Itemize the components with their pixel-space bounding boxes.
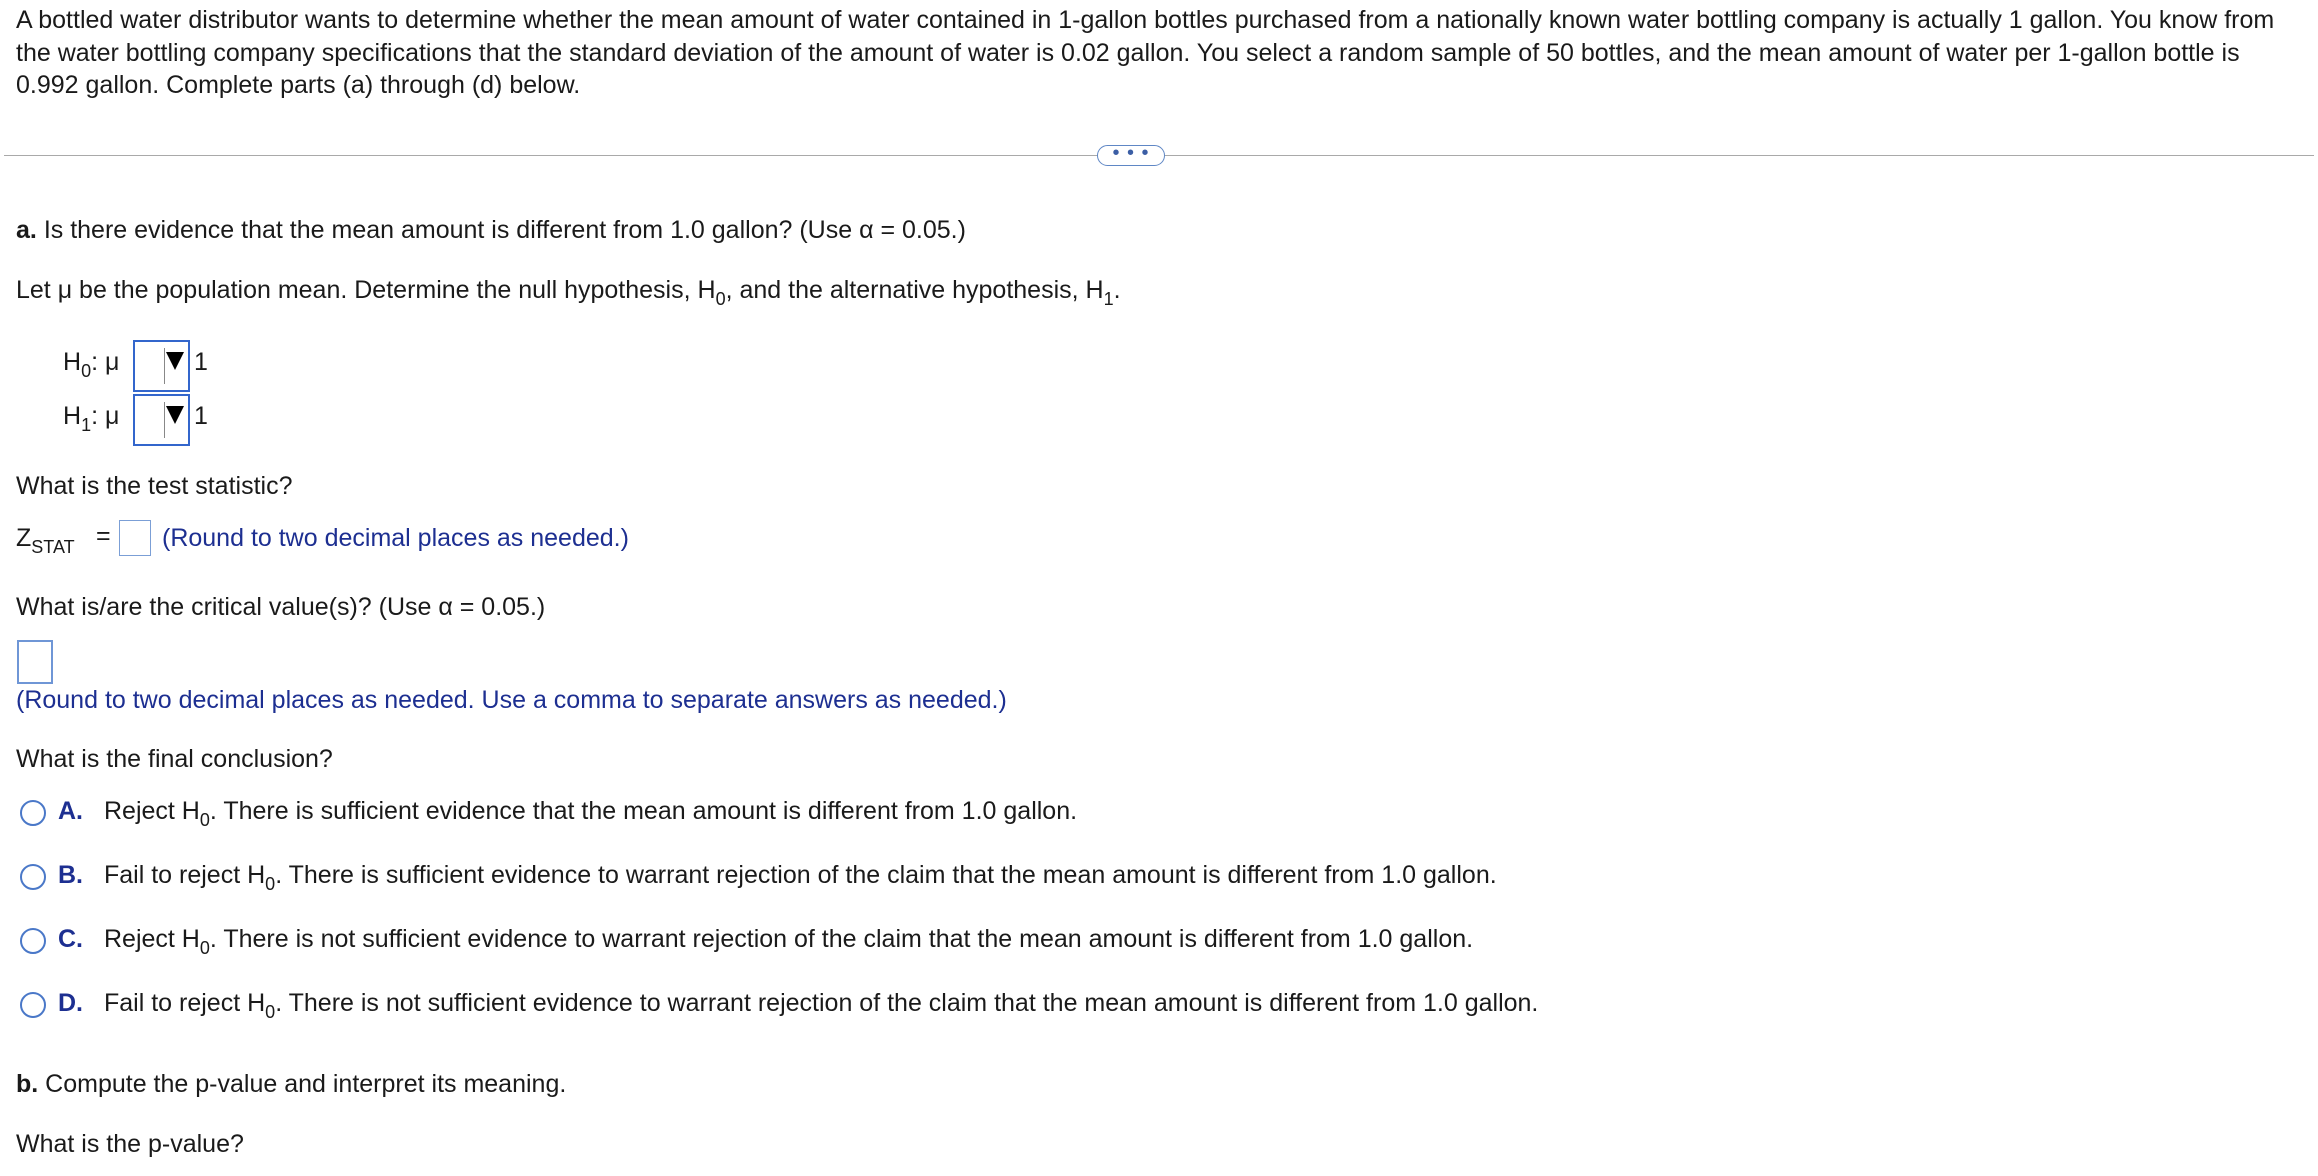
p-value-question: What is the p-value?	[16, 1130, 244, 1158]
zstat-hint: (Round to two decimal places as needed.)	[162, 524, 629, 552]
choice-b-post: . There is sufficient evidence to warrant rejection of the claim that the mean amount is different from 1.0 gallon.	[275, 861, 1497, 889]
choice-c-radio[interactable]	[20, 928, 46, 954]
hypothesis-prompt-text: Let μ be the population mean. Determine the null hypothesis, H	[16, 276, 716, 304]
choice-a-pre: Reject H	[104, 797, 200, 825]
choice-d-radio[interactable]	[20, 992, 46, 1018]
null-hypothesis-label	[63, 348, 120, 381]
hypothesis-prompt-mid: , and the alternative hypothesis, H	[725, 276, 1104, 304]
choice-b-text	[104, 861, 1497, 894]
h0-mu: : μ	[91, 348, 120, 376]
choice-a-letter: A.	[58, 797, 83, 825]
alternative-hypothesis-label	[63, 402, 120, 435]
alternative-hypothesis-value: 1	[194, 402, 208, 430]
zstat-label	[16, 524, 75, 557]
h0-sub: 0	[81, 361, 92, 381]
part-b-text: Compute the p-value and interpret its meaning.	[45, 1070, 567, 1098]
choice-d-sub: 0	[265, 1002, 276, 1022]
h1-subscript: 1	[1103, 289, 1114, 309]
hypothesis-prompt	[16, 276, 1121, 309]
more-options-button[interactable]: • • •	[1097, 145, 1165, 166]
choice-b-radio[interactable]	[20, 864, 46, 890]
h0-subscript: 0	[715, 289, 726, 309]
zstat-equals: =	[96, 522, 111, 550]
choice-c-sub: 0	[199, 938, 210, 958]
choice-a-radio[interactable]	[20, 800, 46, 826]
h0-symbol: H	[63, 348, 82, 376]
part-a-text: Is there evidence that the mean amount is different from 1.0 gallon? (Use α = 0.05.)	[43, 216, 966, 244]
null-hypothesis-value: 1	[194, 348, 208, 376]
choice-a-post: . There is sufficient evidence that the mean amount is different from 1.0 gallon.	[209, 797, 1078, 825]
choice-a-text	[104, 797, 1078, 830]
choice-c-post: . There is not sufficient evidence to warrant rejection of the claim that the mean amount is different from 1.0 gallon.	[209, 925, 1474, 953]
h1-symbol: H	[63, 402, 82, 430]
choice-d-letter: D.	[58, 989, 83, 1017]
choice-c-pre: Reject H	[104, 925, 200, 953]
choice-a-sub: 0	[199, 810, 210, 830]
zstat-main: Z	[16, 524, 32, 552]
dropdown-arrow-icon	[166, 406, 184, 424]
alternative-hypothesis-operator-dropdown[interactable]	[133, 394, 190, 446]
null-hypothesis-operator-dropdown[interactable]	[133, 340, 190, 392]
choice-d-pre: Fail to reject H	[104, 989, 266, 1017]
h1-sub: 1	[81, 415, 92, 435]
part-a-question	[16, 216, 966, 245]
h1-mu: : μ	[91, 402, 120, 430]
choice-d-text	[104, 989, 1539, 1022]
choice-b-pre: Fail to reject H	[104, 861, 266, 889]
test-statistic-question: What is the test statistic?	[16, 472, 293, 500]
critical-value-input[interactable]	[17, 640, 53, 684]
hypothesis-prompt-end: .	[1113, 276, 1121, 304]
problem-statement: A bottled water distributor wants to determine whether the mean amount of water contained in 1-gallon bottles purchased from a nationally known water bottling company is actually 1 gallon. You know from the water bottling company specifications that the standard deviation of the amount of water is 0.02 gallon. You select a random sample of 50 bottles, and the mean amount of water per 1-gallon bottle is 0.992 gallon. Complete parts (a) through (d) below.	[16, 6, 2275, 99]
zstat-sub: STAT	[31, 537, 75, 557]
zstat-input[interactable]	[119, 520, 151, 556]
part-b-label: b.	[16, 1070, 39, 1098]
choice-c-text	[104, 925, 1474, 958]
critical-value-question: What is/are the critical value(s)? (Use α = 0.05.)	[16, 593, 546, 621]
part-a-label: a.	[16, 216, 37, 244]
dropdown-arrow-icon	[166, 352, 184, 370]
choice-d-post: . There is not sufficient evidence to warrant rejection of the claim that the mean amount is different from 1.0 gallon.	[275, 989, 1539, 1017]
choice-c-letter: C.	[58, 925, 83, 953]
conclusion-question: What is the final conclusion?	[16, 745, 333, 773]
critical-value-hint: (Round to two decimal places as needed. Use a comma to separate answers as needed.)	[16, 686, 1007, 714]
part-b-question	[16, 1070, 566, 1099]
choice-b-letter: B.	[58, 861, 83, 889]
choice-b-sub: 0	[265, 874, 276, 894]
